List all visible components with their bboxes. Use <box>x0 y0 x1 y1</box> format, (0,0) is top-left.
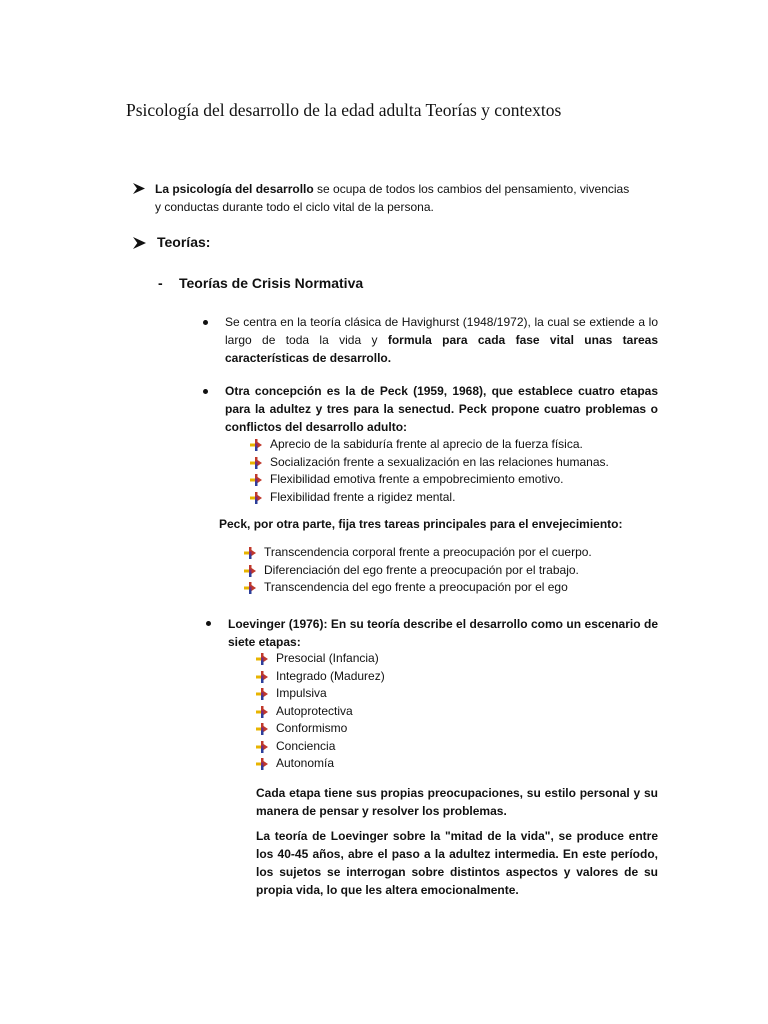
colored-arrow-bullet-icon <box>256 671 268 683</box>
havighurst-paragraph: Se centra en la teoría clásica de Havighurst (1948/1972), la cual se extiende a lo largo de toda la vida y formula para cada fase vital unas tareas características de desarrollo. <box>225 315 659 365</box>
list-item: Transcendencia corporal frente a preocupación por el cuerpo. <box>244 544 592 562</box>
heading-crisis-normativa: Teorías de Crisis Normativa <box>179 275 364 291</box>
arrow-bullet-icon <box>133 183 145 194</box>
colored-arrow-bullet-icon <box>256 688 268 700</box>
colored-arrow-bullet-icon <box>250 474 262 486</box>
page-title: Psicología del desarrollo de la edad adulta Teorías y contextos <box>126 100 562 120</box>
list-item: Flexibilidad frente a rigidez mental. <box>250 489 609 507</box>
peck-paragraph: Otra concepción es la de Peck (1959, 1968), que establece cuatro etapas para la adultez y tres para la senectud. Peck propone cuatro problemas o conflictos del desarrollo adulto: <box>225 384 658 434</box>
colored-arrow-bullet-icon <box>256 723 268 735</box>
colored-arrow-bullet-icon <box>250 492 262 504</box>
heading-teorias: Teorías: <box>157 234 211 250</box>
loevinger-midlife-paragraph: La teoría de Loevinger sobre la "mitad de la vida", se produce entre los 40-45 años, abre el paso a la adultez intermedia. En este período, los sujetos se interrogan sobre distintos aspectos y valores de su propia vida, lo que les altera emocionalmente. <box>256 829 658 897</box>
colored-arrow-bullet-icon <box>256 741 268 753</box>
colored-arrow-bullet-icon <box>244 565 256 577</box>
loevinger-stages-list <box>256 650 385 773</box>
list-item: Aprecio de la sabiduría frente al aprecio de la fuerza física. <box>250 436 609 454</box>
peck-tasks-intro: Peck, por otra parte, fija tres tareas principales para el envejecimiento: <box>219 517 623 531</box>
peck-tasks-list <box>244 544 592 597</box>
colored-arrow-bullet-icon <box>250 457 262 469</box>
list-item: Impulsiva <box>256 685 385 703</box>
loevinger-paragraph: Loevinger (1976): En su teoría describe el desarrollo como un escenario de siete etapas: <box>228 617 658 649</box>
list-item: Presocial (Infancia) <box>256 650 385 668</box>
list-item: Conformismo <box>256 720 385 738</box>
colored-arrow-bullet-icon <box>244 582 256 594</box>
list-item: Conciencia <box>256 738 385 756</box>
intro-paragraph: La psicología del desarrollo se ocupa de todos los cambios del pensamiento, vivencias y conductas durante todo el ciclo vital de la persona. <box>155 182 630 214</box>
bullet-dot-icon <box>203 320 208 325</box>
list-item: Autoprotectiva <box>256 703 385 721</box>
list-item: Diferenciación del ego frente a preocupación por el trabajo. <box>244 562 592 580</box>
dash-marker: - <box>158 275 163 291</box>
list-item: Integrado (Madurez) <box>256 668 385 686</box>
list-item: Socialización frente a sexualización en las relaciones humanas. <box>250 454 609 472</box>
bullet-dot-icon <box>203 389 208 394</box>
colored-arrow-bullet-icon <box>256 653 268 665</box>
bullet-dot-icon <box>206 621 211 626</box>
colored-arrow-bullet-icon <box>244 547 256 559</box>
colored-arrow-bullet-icon <box>256 758 268 770</box>
list-item: Autonomía <box>256 755 385 773</box>
peck-conflicts-list <box>250 436 609 506</box>
colored-arrow-bullet-icon <box>256 706 268 718</box>
colored-arrow-bullet-icon <box>250 439 262 451</box>
list-item: Flexibilidad emotiva frente a empobrecimiento emotivo. <box>250 471 609 489</box>
arrow-bullet-icon <box>133 237 146 249</box>
loevinger-stage-note: Cada etapa tiene sus propias preocupaciones, su estilo personal y su manera de pensar y resolver los problemas. <box>256 786 658 818</box>
list-item: Transcendencia del ego frente a preocupación por el ego <box>244 579 592 597</box>
